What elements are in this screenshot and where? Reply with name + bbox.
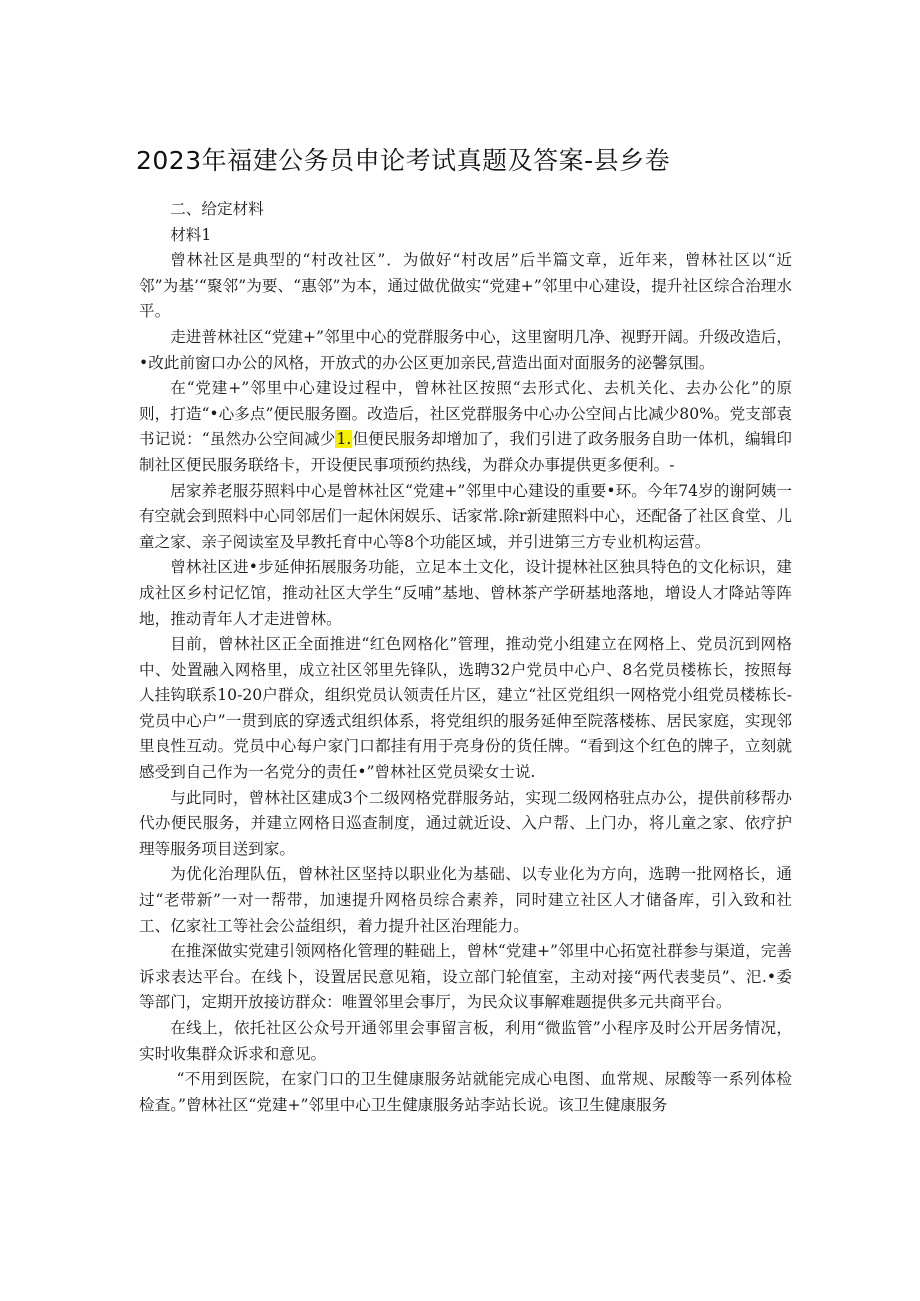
paragraph: 在线上，依托社区公众号开通邻里会事留言板，利用“微监管”小程序及时公开居务情况，实时收集群众诉求和意见。 [139, 1019, 792, 1063]
section-heading: 二、给定材料 [170, 200, 264, 218]
highlighted-text: 1. [336, 430, 352, 449]
paragraph: 居家养老服芬照料中心是曾林社区“党建+”邻里中心建设的重要•环。今年74岁的谢阿姨一有空就会到照料中心同邻居们一起休闲娱乐、话家常.除r新建照料中心，还配备了社区食堂、儿童之家、亲子阅读室及早教托育中心等8个功能区域，并引进第三方专业机构运营。 [139, 481, 792, 551]
paragraph: 与此同时，曾林社区建成3个二级网格党群服务站，实现二级网格驻点办公，提供前移帮办代办便民服务，并建立网格日巡查制度，通过就近设、入户帮、上门办，将儿童之家、依疗护理等服务项目送到家。 [139, 788, 792, 858]
document-body [139, 197, 792, 1118]
paragraph-text: 但便民服务却增加了，我们引进了政务服务自助一体机，编辑印制社区便民服务联络卡，开设便民事项预约热线，为群众办事提供更多便利。- [139, 430, 792, 474]
paragraph: 为优化治理队伍，曾林社区坚持以职业化为基础、以专业化为方向，选聘一批网格长，通过“老带新”一对一帮带，加速提升网格员综合素养，同时建立社区人才储备库，引入致和社工、亿家社工等社会公益组织，着力提升社区治理能力。 [139, 865, 792, 935]
paragraph-text: 在“党建+”邻里中心建设过程中，曾林社区按照“去形式化、去机关化、去办公化”的原则，打造“•心多点”便民服务圈。改造后，社区党群服务中心办公空间占比减少80%。党支部袁书记说：“虽然办公空间减少 [139, 379, 792, 449]
paragraph: 曾林社区是典型的“村改社区”．为做好“村改居”后半篇文章，近年来，曾林社区以“近邻”为基’“聚邻”为要、“惠邻”为本，通过做优做实“党建+”邻里中心建设，提升社区综合治理水平。 [139, 251, 792, 321]
paragraph: 曾林社区进•步延伸拓展服务功能，立足本土文化，设计提林社区独具特色的文化标识，建成社区乡村记忆馆，推动社区大学生“反哺”基地、曾林茶产学研基地落地，增设人才降站等阵地，推动青年人才走进曾林。 [139, 558, 792, 628]
paragraph: 在推深做实党建引领网格化管理的鞋础上，曾林“党建+”邻里中心拓宽社群参与渠道，完善诉求表达平台。在线卜，设置居民意见箱，设立部门轮值室，主动对接“两代表斐员”、汜.•委等部门，定期开放接访群众：唯置邻里会事厅，为民众议事解难题提供多元共商平台。 [139, 942, 792, 1012]
paragraph: 目前，曾林社区正全面推进“红色网格化”管理，推动党小组建立在网格上、党员沉到网格中、处置融入网格里，成立社区邻里先锋队，选聘32户党员中心户、8名党员楼栋长，按照每人挂钩联系10-20户群众，组织党员认领责任片区，建立“社区党组织一网格党小组党员楼栋长-党员中心户”一贯到底的穿透式组织体系，将党组织的服务延伸至院落楼栋、居民家庭，实现邻里良性互动。党员中心每户家门口都挂有用于亮身份的货任牌。“看到这个红色的牌子，立刻就感受到自己作为一名党分的责任•”曾林社区党员梁女士说. [139, 635, 792, 782]
paragraph: 走进普林社区“党建+”邻里中心的党群服务中心，这里窗明几净、视野开阔。升级改造后，•改此前窗口办公的风格，开放式的办公区更加亲民,营造出面对面服务的泌馨氛围。 [139, 327, 792, 372]
paragraph [139, 376, 792, 478]
material-label: 材料1 [170, 225, 212, 244]
document-title: 2023年福建公务员申论考试真题及答案-县乡卷 [136, 146, 671, 175]
paragraph: “不用到医院，在家门口的卫生健康服务站就能完成心电图、血常规、尿酸等一系列体检检查。”曾林社区“党建+”邻里中心卫生健康服务站李站长说。该卫生健康服务 [139, 1070, 792, 1114]
